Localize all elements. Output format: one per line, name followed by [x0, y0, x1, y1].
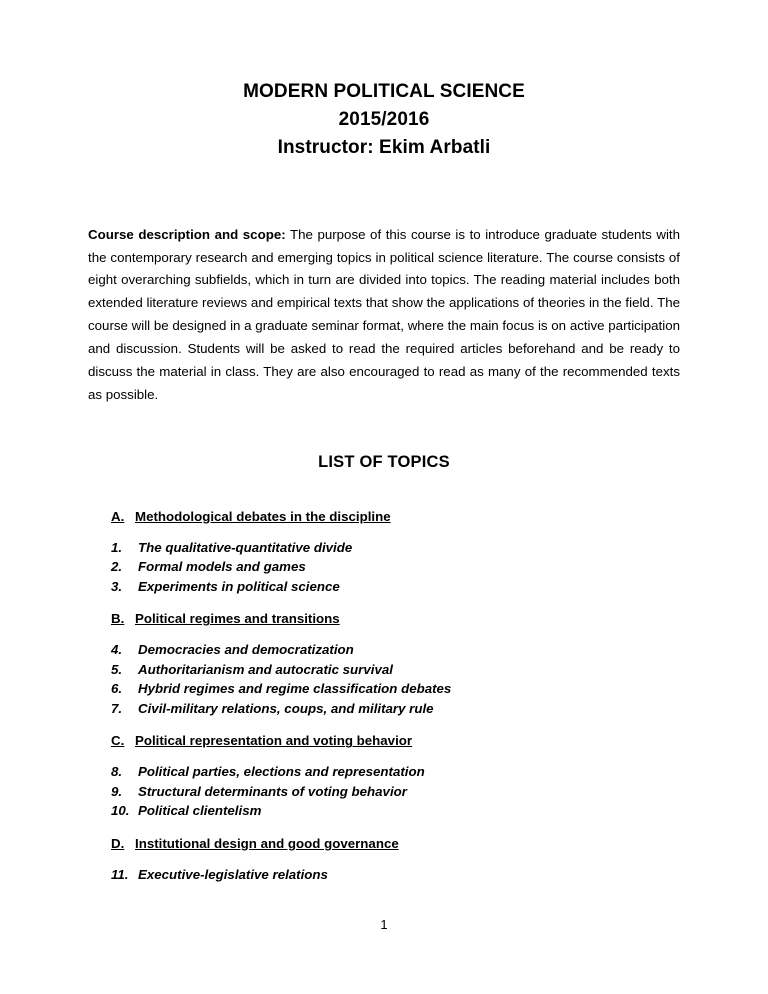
item-number: 6. — [111, 681, 123, 697]
course-description-paragraph — [88, 224, 680, 407]
item-number: 10. — [111, 803, 130, 819]
page-number: 1 — [380, 917, 388, 932]
topic-group-d-heading — [111, 836, 680, 851]
item-text: Structural determinants of voting behavior — [138, 783, 407, 799]
topic-group-a — [111, 509, 680, 597]
topic-group-b — [111, 611, 680, 718]
topic-group-a-letter: A. — [111, 508, 125, 524]
topic-group-d — [111, 836, 680, 885]
item-number: 2. — [111, 559, 123, 575]
topic-group-c — [111, 733, 680, 821]
list-item — [111, 577, 680, 597]
document-title — [88, 78, 680, 162]
item-number: 4. — [111, 642, 123, 658]
title-line-1: MODERN POLITICAL SCIENCE — [243, 81, 525, 102]
item-number: 1. — [111, 539, 123, 555]
item-text: Experiments in political science — [138, 578, 340, 594]
list-item — [111, 762, 680, 782]
list-item — [111, 699, 680, 719]
spacer-after-heading — [88, 472, 680, 494]
item-number: 3. — [111, 578, 123, 594]
list-item — [111, 660, 680, 680]
item-text: Formal models and games — [138, 559, 306, 575]
item-text: Executive-legislative relations — [138, 866, 328, 882]
item-text: Hybrid regimes and regime classification debates — [138, 681, 452, 697]
item-number: 5. — [111, 661, 123, 677]
course-description-label: Course description and scope: — [88, 226, 286, 242]
list-item — [111, 640, 680, 660]
item-number: 7. — [111, 700, 123, 716]
list-item — [111, 679, 680, 699]
topic-group-d-letter: D. — [111, 835, 125, 851]
topic-group-c-title: Political representation and voting behavior — [135, 733, 413, 749]
topic-group-a-heading — [111, 509, 680, 524]
list-item — [111, 557, 680, 577]
course-description-text: The purpose of this course is to introduce graduate students with the contemporary research and emerging topics in political science literature. The course consists of eight overarching subfields, which in turn are divided into topics. The reading material includes both extended literature reviews and empirical texts that show the applications of theories in the field. The course will be designed in a graduate seminar format, where the main focus is on active participation and discussion. Students will be asked to read the required articles beforehand and be ready to discuss the material in class. They are also encouraged to read as many of the recommended texts as possible. — [88, 226, 680, 402]
item-text: Authoritarianism and autocratic survival — [138, 661, 393, 677]
spacer-after-description — [88, 407, 680, 453]
topic-group-a-title: Methodological debates in the discipline — [135, 508, 391, 524]
list-item — [111, 865, 680, 885]
topic-group-d-title: Institutional design and good governance — [135, 835, 399, 851]
topic-group-b-letter: B. — [111, 611, 125, 627]
list-item — [111, 782, 680, 802]
item-text: Democracies and democratization — [138, 642, 354, 658]
list-of-topics-heading: LIST OF TOPICS — [318, 452, 450, 471]
title-line-3: Instructor: Ekim Arbatli — [277, 136, 491, 158]
item-text: Civil-military relations, coups, and military rule — [138, 700, 434, 716]
title-line-2: 2015/2016 — [338, 108, 430, 130]
spacer-after-title — [88, 162, 680, 224]
list-item — [111, 801, 680, 821]
item-number: 9. — [111, 783, 123, 799]
item-number: 11. — [111, 866, 129, 882]
topic-group-b-title: Political regimes and transitions — [135, 611, 340, 627]
topic-group-c-heading — [111, 733, 680, 748]
topic-group-b-heading — [111, 611, 680, 626]
item-number: 8. — [111, 764, 123, 780]
topic-group-c-letter: C. — [111, 733, 125, 749]
item-text: Political clientelism — [138, 803, 262, 819]
item-text: The qualitative-quantitative divide — [138, 539, 353, 555]
topics-list — [88, 509, 680, 885]
list-item — [111, 538, 680, 558]
item-text: Political parties, elections and representation — [138, 764, 425, 780]
